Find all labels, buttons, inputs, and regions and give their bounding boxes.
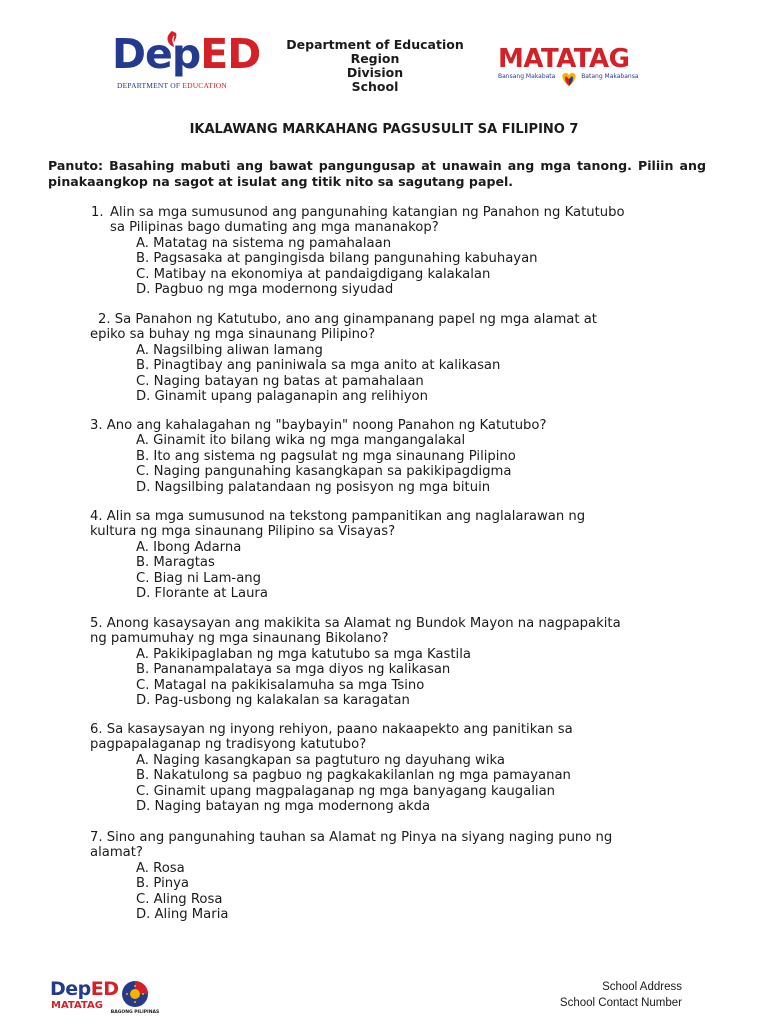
question-6 bbox=[0, 722, 768, 814]
option-b: B. Nakatulong sa pagbuo ng pagkakakilanlan ng mga pamayanan bbox=[136, 768, 571, 784]
deped-logo bbox=[112, 27, 261, 95]
option-d: D. Florante at Laura bbox=[136, 586, 268, 602]
footer-logos bbox=[50, 978, 162, 1018]
option-a: A. Naging kasangkapan sa pagtuturo ng dayuhang wika bbox=[136, 752, 505, 768]
option-c: C. Naging batayan ng batas at pamahalaan bbox=[136, 373, 424, 389]
option-d: D. Pagbuo ng mga modernong siyudad bbox=[136, 282, 394, 298]
option-b: B. Pagsasaka at pangingisda bilang pangunahing kabuhayan bbox=[136, 251, 538, 267]
question-stem-line: 2. Sa Panahon ng Katutubo, ano ang ginampanang papel ng mga alamat at bbox=[98, 312, 597, 327]
question-stem-line: 4. Alin sa mga sumusunod na tekstong pampanitikan ang naglalarawan ng bbox=[90, 509, 586, 524]
question-5 bbox=[0, 616, 768, 708]
division-label: Division bbox=[346, 65, 404, 80]
option-c: C. Matagal na pakikisalamuha sa mga Tsino bbox=[136, 677, 425, 693]
matatag-logo bbox=[496, 44, 652, 96]
question-2 bbox=[0, 312, 768, 404]
deped-subtitle-red: EDUCATION bbox=[182, 81, 228, 90]
option-a: A. Rosa bbox=[136, 860, 185, 876]
question-stem-line: kultura ng mga sinaunang Pilipino sa Visayas? bbox=[90, 524, 396, 540]
option-b: B. Maragtas bbox=[136, 555, 215, 571]
option-d: D. Aling Maria bbox=[136, 907, 229, 923]
question-stem-line: 5. Anong kasaysayan ang makikita sa Alamat ng Bundok Mayon na nagpapakita bbox=[90, 616, 621, 631]
exam-title: IKALAWANG MARKAHANG PAGSUSULIT SA FILIPINO 7 bbox=[189, 122, 579, 137]
question-stem-line: ng pamumuhay ng mga sinaunang Bikolano? bbox=[90, 631, 389, 647]
question-7 bbox=[0, 830, 768, 922]
footer-deped-logo: DepED bbox=[50, 978, 119, 1000]
question-stem-line: 6. Sa kasaysayan ng inyong rehiyon, paano nakaapekto ang panitikan sa bbox=[90, 722, 573, 737]
option-b: B. Ito ang sistema ng pagsulat ng mga sinaunang Pilipino bbox=[136, 448, 516, 464]
school-contact-block bbox=[520, 980, 682, 1011]
option-c: C. Ginamit upang magpalaganap ng mga banyagang kaugalian bbox=[136, 783, 556, 799]
deped-wordmark: DepED bbox=[112, 30, 261, 78]
option-b: B. Pinya bbox=[136, 876, 190, 892]
question-stem-line: 7. Sino ang pangunahing tauhan sa Alamat ng Pinya na siyang naging puno ng bbox=[90, 830, 613, 845]
question-stem-line: sa Pilipinas bago dumating ang mga mananakop? bbox=[110, 220, 439, 236]
option-d: D. Pag-usbong ng kalakalan sa karagatan bbox=[136, 693, 410, 709]
matatag-tagline-left: Bansang Makabata bbox=[498, 73, 556, 80]
school-label: School bbox=[351, 79, 399, 94]
option-d: D. Naging batayan ng mga modernong akda bbox=[136, 799, 431, 815]
option-a: A. Pakikipaglaban ng mga katutubo sa mga Kastila bbox=[136, 646, 471, 662]
bagong-pilipinas-logo bbox=[110, 978, 160, 1018]
question-stem-line: Alin sa mga sumusunod ang pangunahing katangian ng Panahon ng Katutubo bbox=[110, 205, 625, 220]
sun-emblem-icon bbox=[110, 978, 160, 1010]
option-a: A. Ibong Adarna bbox=[136, 539, 242, 555]
option-c: C. Aling Rosa bbox=[136, 891, 223, 907]
question-stem-line: epiko sa buhay ng mga sinaunang Pilipino? bbox=[90, 327, 376, 343]
question-4 bbox=[0, 509, 768, 601]
school-contact-number: School Contact Number bbox=[559, 996, 682, 1009]
heart-hands-icon bbox=[559, 69, 579, 89]
option-b: B. Pinagtibay ang paniniwala sa mga anito at kalikasan bbox=[136, 358, 501, 374]
question-stem-line: alamat? bbox=[90, 845, 143, 861]
bagong-pilipinas-label: BAGONG PILIPINAS bbox=[110, 1010, 160, 1015]
department-block bbox=[270, 38, 480, 94]
option-a: A. Ginamit ito bilang wika ng mga mangangalakal bbox=[136, 433, 466, 449]
question-number: 1. bbox=[91, 205, 104, 220]
option-a: A. Matatag na sistema ng pamahalaan bbox=[136, 235, 392, 251]
question-1 bbox=[0, 205, 768, 297]
question-stem-line: pagpapalaganap ng tradisyong katutubo? bbox=[90, 737, 367, 753]
footer-matatag-logo: MATATAG bbox=[51, 1000, 103, 1011]
school-address: School Address bbox=[602, 981, 682, 993]
question-3 bbox=[0, 418, 768, 495]
instructions: Panuto: Basahing mabuti ang bawat pangungusap at unawain ang mga tanong. Piliin ang pinakaangkop na sagot at isulat ang titik nito sa sagutang papel. bbox=[48, 158, 706, 189]
region-label: Region bbox=[350, 51, 400, 66]
question-stem-line: 3. Ano ang kahalagahan ng "baybayin" noong Panahon ng Katutubo? bbox=[90, 418, 547, 433]
option-c: C. Biag ni Lam-ang bbox=[136, 570, 262, 586]
deped-subtitle bbox=[117, 81, 227, 90]
matatag-tagline-right: Batang Makabansa bbox=[581, 73, 639, 80]
matatag-wordmark: MATATAG bbox=[498, 44, 630, 74]
option-d: D. Ginamit upang palaganapin ang relihiyon bbox=[136, 389, 428, 405]
option-b: B. Pananampalataya sa mga diyos ng kalikasan bbox=[136, 662, 451, 678]
option-d: D. Nagsilbing palatandaan ng posisyon ng mga bituin bbox=[136, 479, 491, 495]
deped-subtitle-blue: DEPARTMENT OF bbox=[117, 81, 181, 90]
department-name: Department of Education bbox=[286, 37, 464, 52]
option-a: A. Nagsilbing aliwan lamang bbox=[136, 342, 323, 358]
option-c: C. Naging pangunahing kasangkapan sa pakikipagdigma bbox=[136, 464, 512, 480]
option-c: C. Matibay na ekonomiya at pandaigdigang kalakalan bbox=[136, 266, 491, 282]
